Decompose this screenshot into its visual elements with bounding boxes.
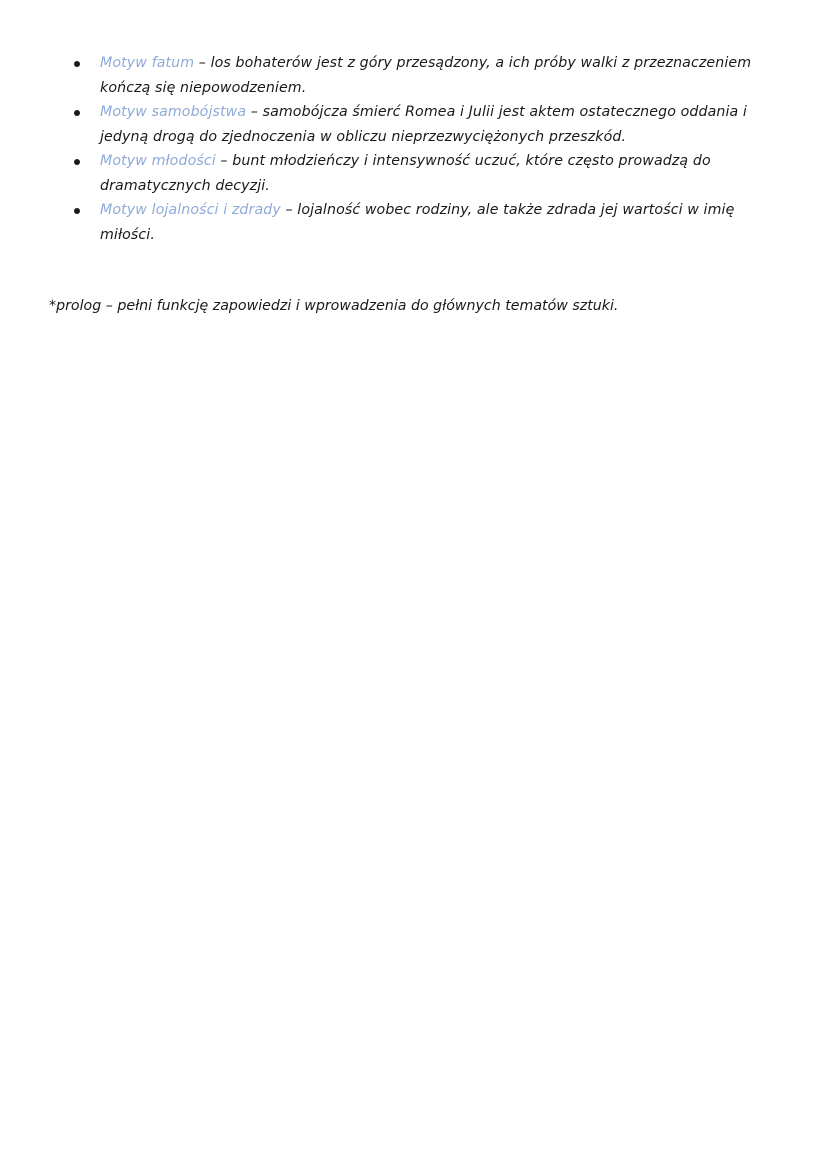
list-item bbox=[72, 100, 762, 149]
footnote: *prolog – pełni funkcję zapowiedzi i wprowadzenia do głównych tematów sztuki. bbox=[49, 298, 619, 314]
motif-description: – bunt młodzieńczy i intensywność uczuć, które często prowadzą do dramatycznych decyzji. bbox=[100, 153, 711, 194]
bullet-icon bbox=[74, 208, 80, 214]
motif-name: Motyw lojalności i zdrady bbox=[100, 202, 281, 218]
bullet-icon bbox=[74, 110, 80, 116]
bullet-icon bbox=[74, 159, 80, 165]
list-item bbox=[72, 149, 762, 198]
motif-description: – lojalność wobec rodziny, ale także zdrada jej wartości w imię miłości. bbox=[100, 202, 735, 243]
bullet-icon bbox=[74, 61, 80, 67]
motif-description: – los bohaterów jest z góry przesądzony, a ich próby walki z przeznaczeniem kończą się niepowodzeniem. bbox=[100, 55, 752, 96]
motif-list bbox=[72, 51, 762, 247]
list-item bbox=[72, 198, 762, 247]
motif-name: Motyw młodości bbox=[100, 153, 216, 169]
motif-description: – samobójcza śmierć Romea i Julii jest aktem ostatecznego oddania i jedyną drogą do zjednoczenia w obliczu nieprzezwyciężonych przeszkód. bbox=[100, 104, 747, 145]
motif-name: Motyw fatum bbox=[100, 55, 195, 71]
motif-name: Motyw samobójstwa bbox=[100, 104, 247, 120]
list-item bbox=[72, 51, 762, 100]
